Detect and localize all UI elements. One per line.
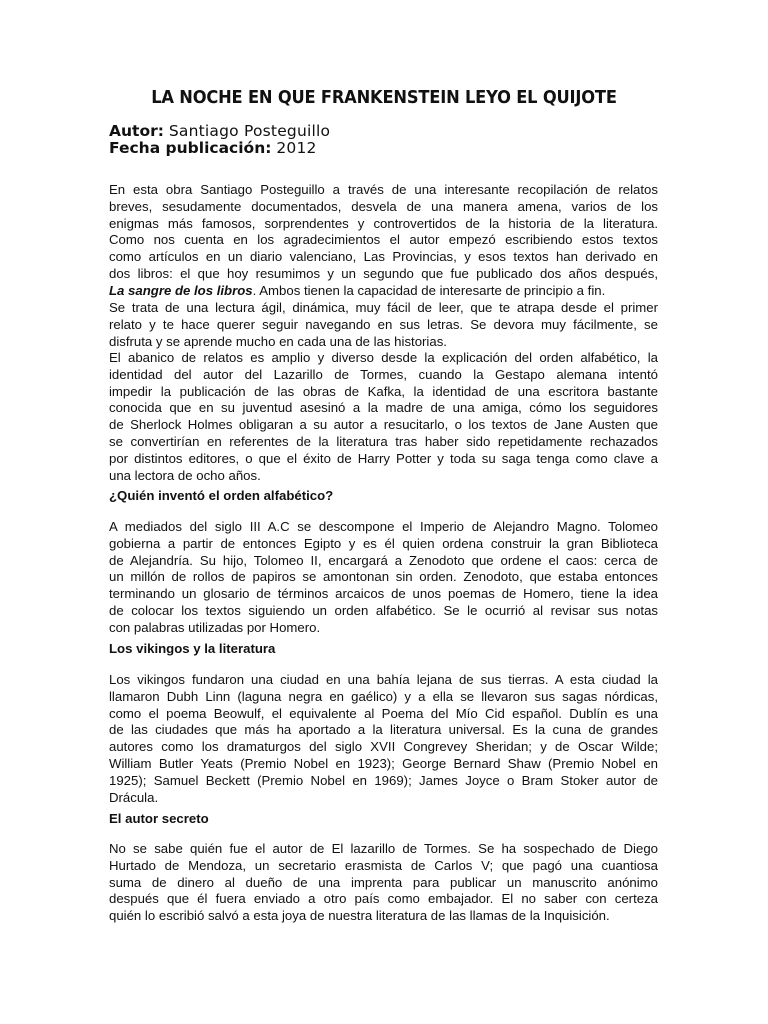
section-alphabet-paragraph	[109, 519, 658, 637]
text-line: 1925); Samuel Beckett (Premio Nobel en 1969); James Joyce o Bram Stoker autor de	[109, 772, 658, 788]
section-secret-author-paragraph	[109, 841, 658, 925]
text-line: suma de dinero al dueño de una imprenta para publicar un manuscrito anónimo	[109, 874, 658, 890]
section-heading-secret-author: El autor secreto	[109, 811, 209, 826]
text-line	[109, 283, 658, 300]
paragraph-2	[109, 300, 658, 350]
text-line: William Butler Yeats (Premio Nobel en 1923); George Bernard Shaw (Premio Nobel en	[109, 755, 658, 771]
section-vikings-paragraph	[109, 672, 658, 806]
text-line: de Sherlock Holmes obligaran a su autor a resucitarlo, o los textos de Jane Austen que	[109, 417, 658, 433]
text-line: dos libros: el que hoy resumimos y un segundo que fue publicado dos años después,	[109, 265, 658, 281]
text-line: después que él fuera enviado a otro país como embajador. El no saber con certeza	[109, 891, 658, 907]
text-line: por distintos editores, o que el éxito de Harry Potter y toda su saga tenga como clave a	[109, 450, 658, 466]
text-line: una lectora de ocho años.	[109, 467, 261, 483]
book-title: La sangre de los libros	[109, 282, 253, 298]
text-line: con palabras utilizadas por Homero.	[109, 619, 321, 635]
text-line: un millón de rollos de papiros se amontonan sin orden. Zenodoto, que estaba entonces	[109, 569, 658, 585]
text-line: Se trata de una lectura ágil, dinámica, muy fácil de leer, que te atrapa desde el primer	[109, 300, 658, 315]
text-line: de Alejandría. Su hijo, Tolomeo II, encargará a Zenodoto que ordene el caos: cerca de	[109, 552, 658, 568]
document-title: LA NOCHE EN QUE FRANKENSTEIN LEYO EL QUIJOTE	[151, 88, 617, 108]
section-heading-vikings: Los vikingos y la literatura	[109, 641, 276, 656]
book-title-rest: . Ambos tienen la capacidad de interesarte de principio a fin.	[252, 282, 606, 298]
text-line: quién lo escribió salvó a esta joya de nuestra literatura de las llamas de la Inquisición.	[109, 908, 610, 924]
author-line	[109, 122, 330, 140]
author-label: Autor:	[109, 122, 164, 140]
text-line: autores como los dramaturgos del siglo XVII Congrevey Sheridan; y de Oscar Wilde;	[109, 739, 658, 755]
text-line: Drácula.	[109, 789, 159, 805]
text-line: relato y te hace querer seguir navegando en sus letras. Se devora muy fácilmente, se	[109, 316, 658, 332]
section-heading-alphabet: ¿Quién inventó el orden alfabético?	[109, 488, 334, 503]
text-line: breves, sesudamente documentados, desvela de una manera amena, varios de los	[109, 198, 658, 214]
date-label: Fecha publicación:	[109, 139, 272, 157]
text-line: impedir la publicación de las obras de Kafka, la identidad de una escritora bastante	[109, 383, 658, 399]
date-value: 2012	[276, 139, 317, 157]
text-line: Hurtado de Mendoza, un secretario erasmista de Carlos V; que pagó una cuantiosa	[109, 857, 658, 873]
text-line: Como nos cuenta en los agradecimientos el autor empezó escribiendo estos textos	[109, 232, 658, 248]
text-line: En esta obra Santiago Posteguillo a través de una interesante recopilación de relatos	[109, 182, 658, 197]
text-line: gobierna a partir de entonces Egipto y es él quien ordena construir la gran Biblioteca	[109, 535, 658, 551]
text-line: Los vikingos fundaron una ciudad en una bahía lejana de sus tierras. A esta ciudad la	[109, 672, 658, 687]
intro-paragraph	[109, 182, 658, 300]
paragraph-3	[109, 350, 658, 484]
text-line: disfruta y se aprende mucho en cada una de las historias.	[109, 333, 447, 349]
text-line: enigmas más famosos, sorprendentes y controvertidos de la historia de la literatura.	[109, 215, 658, 231]
text-line: No se sabe quién fue el autor de El lazarillo de Tormes. Se ha sospechado de Diego	[109, 841, 658, 856]
text-line: conocida que en su juventud asesinó a la madre de una amiga, cómo los seguidores	[109, 400, 658, 416]
text-line: como artículos en un diario valenciano, Las Provincias, y esos textos han derivado en	[109, 249, 658, 265]
text-line: se convertirían en referentes de la literatura tras haber sido repetidamente rechazados	[109, 433, 658, 449]
text-line: El abanico de relatos es amplio y diverso desde la explicación del orden alfabético, la	[109, 350, 658, 365]
text-line: llamaron Dubh Linn (laguna negra en gaélico) y a ella se llevaron sus sagas nórdicas,	[109, 688, 658, 704]
text-line: A mediados del siglo III A.C se descompone el Imperio de Alejandro Magno. Tolomeo	[109, 519, 658, 534]
text-line: de las ciudades que más ha aportado a la literatura universal. Es la cuna de grandes	[109, 722, 658, 738]
text-line: de colocar los textos siguiendo un orden alfabético. Se le ocurrió al revisar sus notas	[109, 602, 658, 618]
text-line: identidad del autor del Lazarillo de Tormes, cuando la Gestapo alemana intentó	[109, 366, 658, 382]
date-line	[109, 139, 317, 157]
author-value: Santiago Posteguillo	[168, 122, 331, 140]
text-line: como el poema Beowulf, el equivalente al Poema del Mío Cid español. Dublín es una	[109, 705, 658, 721]
text-line: terminando un glosario de términos arcaicos de unos poemas de Homero, tiene la idea	[109, 586, 658, 602]
